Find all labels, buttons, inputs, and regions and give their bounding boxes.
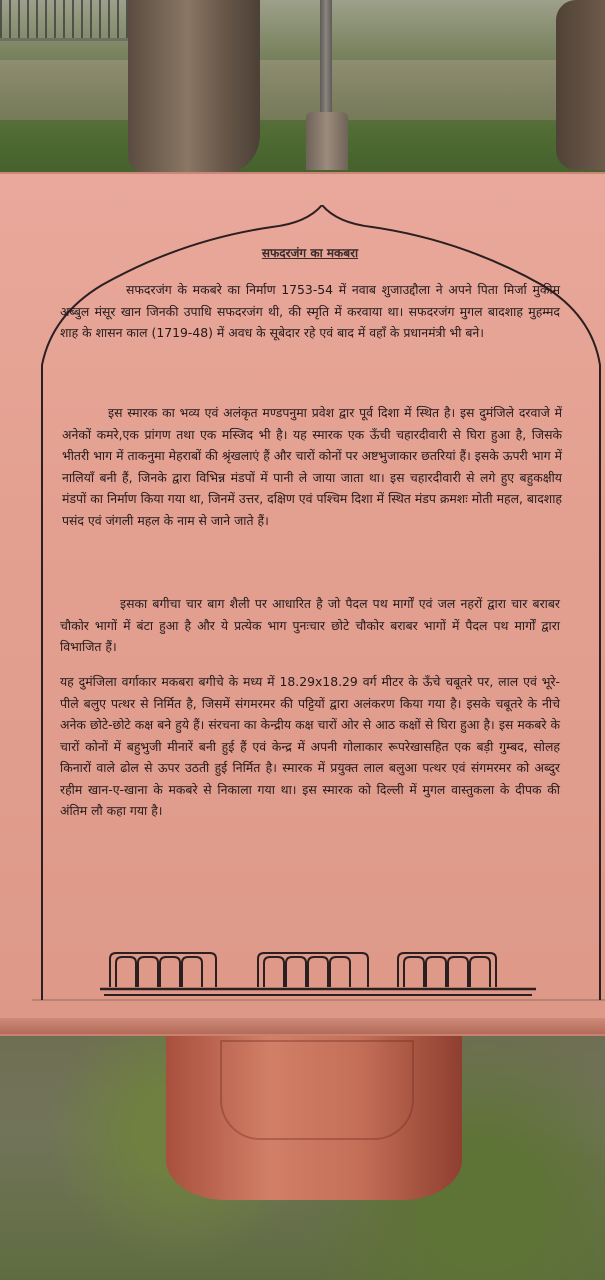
arches-drawing <box>100 945 540 1005</box>
paragraph-gateway: इस स्मारक का भव्य एवं अलंकृत मण्डपनुमा प्रवेश द्वार पूर्व दिशा में स्थित है। इस दुमंजिले दरवाजे में अनेकों कमरे,एक प्रांगण तथा एक मस्जिद भी है। यह स्मारक एक ऊँची चहारदीवारी से घिरा हुआ है, जिसके भीतरी भाग में ताकनुमा मेहराबों की श्रृंखलाएं हैं और चारों कोनों पर अष्टभुजाकार छतरियां हैं। इसके ऊपरी भाग में नालियाँ बनी हैं, जिनके द्वारा विभिन्न मंडपों में पानी ले जाया जाता था। इस चहारदीवारी से लगे हुए बहुकक्षीय मंडपों का निर्माण किया गया था, जिनमें उत्तर, दक्षिण एवं पश्चिम दिशा में स्थित मंडप क्रमशः मोती महल, बादशाह पसंद एवं जंगली महल के नाम से जाने जाते हैं। <box>62 405 562 528</box>
lamp-pole-base <box>306 112 348 170</box>
paragraph-history: सफदरजंग के मकबरे का निर्माण 1753-54 में नवाब शुजाउद्दौला ने अपने पिता मिर्जा मुकीम अब्बुल मंसूर खान जिनकी उपाधि सफदरजंग थी, की स्मृति में करवाया था। सफदरजंग मुगल बादशाह मुहम्मद शाह के शासन काल (1719-48) में अवध के सूबेदार रहे एवं बाद में वहाँ के प्रधानमंत्री भी बने। <box>60 282 560 341</box>
tree-trunk-right <box>556 0 605 170</box>
pedestal-ring <box>220 1040 414 1140</box>
arch-motif-engraving <box>100 945 540 1005</box>
signboard-edge <box>0 1018 605 1034</box>
paragraph-tomb: यह दुमंजिला वर्गाकार मकबरा बगीचे के मध्य में 18.29x18.29 वर्ग मीटर के ऊँचे चबूतरे पर, लाल एवं भूरे-पीले बलुए पत्थर से निर्मित है, जिसमें संगमरमर की पट्टियों द्वारा अलंकरण किया गया है। इसके चबूतरे के नीचे अनेक छोटे-छोटे कक्ष बने हुये हैं। संरचना का केन्द्रीय कक्ष चारों ओर से आठ कक्षों से घिरा हुआ है। इस मकबरे के चारों कोनों में बहुभुजी मीनारें बनी हुई हैं एवं केन्द्र में अपनी गोलाकार रूपरेखासहित एक बड़ी गुम्बद, सोलह किनारों वाले ढोल से ऊपर उठती हुई निर्मित है। स्मारक में प्रयुक्त लाल बलुआ पत्थर एवं संगमरमर को अब्दुर रहीम खान-ए-खाना के मकबरे से निकाला गया था। इस स्मारक को दिल्ली में मुगल वास्तुकला के दीपक की अंतिम लौ कहा गया है। <box>60 674 560 819</box>
sign-title: सफदरजंग का मकबरा <box>261 246 359 260</box>
paragraph-garden: इसका बगीचा चार बाग शैली पर आधारित है जो पैदल पथ मार्गों एवं जल नहरों द्वारा चार बराबर चौकोर भागों में बंटा हुआ है और ये प्रत्येक भाग पुनःचार छोटे चौकोर बराबर भागों में पैदल पथ मार्गों द्वारा विभाजित हैं। <box>60 596 560 655</box>
garden-path <box>0 60 605 120</box>
tree-trunk <box>128 0 260 175</box>
lamp-pole <box>320 0 332 120</box>
